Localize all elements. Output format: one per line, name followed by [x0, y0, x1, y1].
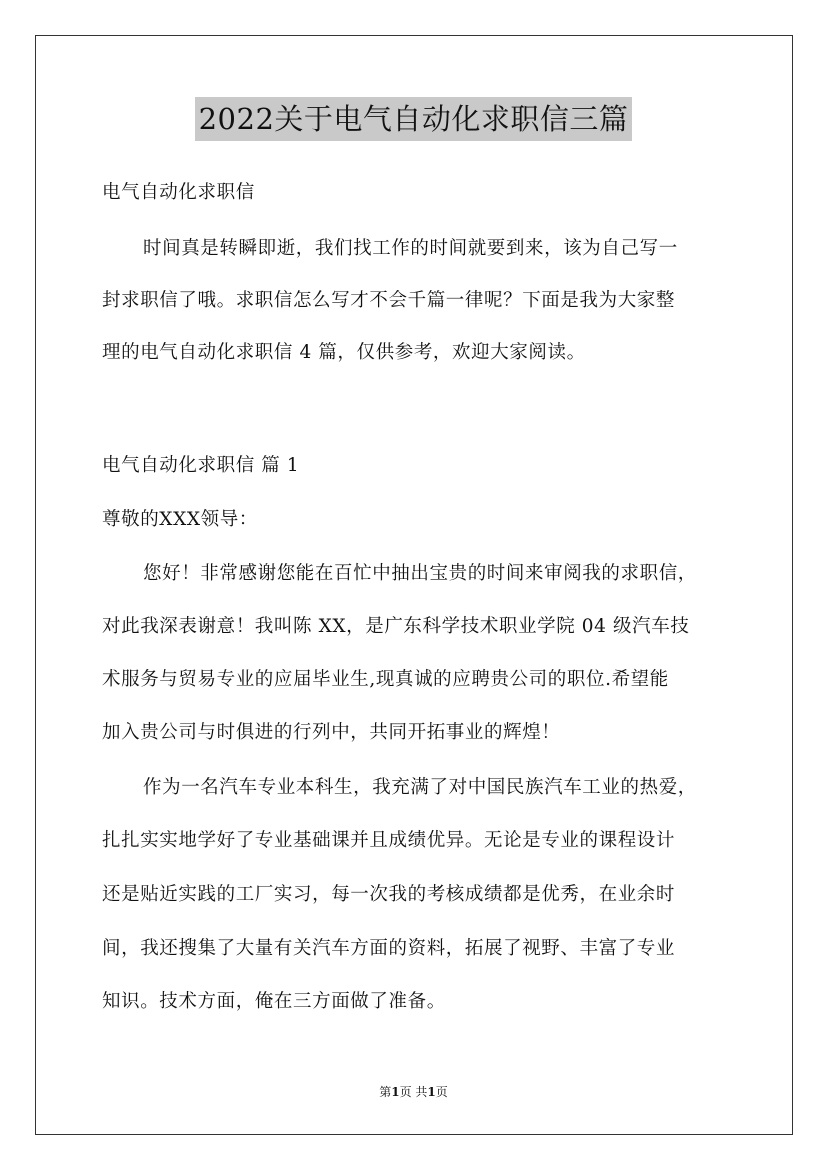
letter-heading: 电气自动化求职信 篇 1	[102, 455, 300, 476]
para1-line-2: 对此我深表谢意！我叫陈 XX，是广东科学技术职业学院 04 级汽车技	[102, 616, 690, 637]
section-heading: 电气自动化求职信	[102, 182, 255, 203]
para1-line-3: 术服务与贸易专业的应届毕业生,现真诚的应聘贵公司的职位.希望能	[102, 669, 669, 690]
intro-line-3: 理的电气自动化求职信 4 篇，仅供参考，欢迎大家阅读。	[102, 342, 586, 363]
current-page-number: 1	[391, 1085, 400, 1099]
page-footer	[0, 1084, 827, 1100]
para2-line-5: 知识。技术方面，俺在三方面做了准备。	[102, 991, 446, 1012]
para2-line-4: 间，我还搜集了大量有关汽车方面的资料，拓展了视野、丰富了专业	[102, 938, 676, 959]
footer-suffix: 页	[435, 1085, 448, 1099]
intro-line-2: 封求职信了哦。求职信怎么写才不会千篇一律呢？下面是我为大家整	[102, 290, 676, 311]
footer-prefix: 第	[379, 1085, 392, 1099]
document-title: 2022关于电气自动化求职信三篇	[195, 97, 633, 141]
para2-line-3: 还是贴近实践的工厂实习，每一次我的考核成绩都是优秀，在业余时	[102, 884, 676, 905]
para2-line-2: 扎扎实实地学好了专业基础课并且成绩优异。无论是专业的课程设计	[102, 830, 676, 851]
para1-line-1: 您好！非常感谢您能在百忙中抽出宝贵的时间来审阅我的求职信，	[143, 563, 697, 584]
total-pages-number: 1	[427, 1085, 436, 1099]
intro-line-1: 时间真是转瞬即逝，我们找工作的时间就要到来，该为自己写一	[143, 238, 678, 259]
para1-line-4: 加入贵公司与时俱进的行列中，共同开拓事业的辉煌！	[102, 722, 561, 743]
para2-line-1: 作为一名汽车专业本科生，我充满了对中国民族汽车工业的热爱，	[143, 777, 697, 798]
salutation: 尊敬的XXX领导：	[102, 509, 258, 530]
footer-mid: 页 共	[399, 1085, 428, 1099]
title-wrapper	[0, 97, 827, 141]
